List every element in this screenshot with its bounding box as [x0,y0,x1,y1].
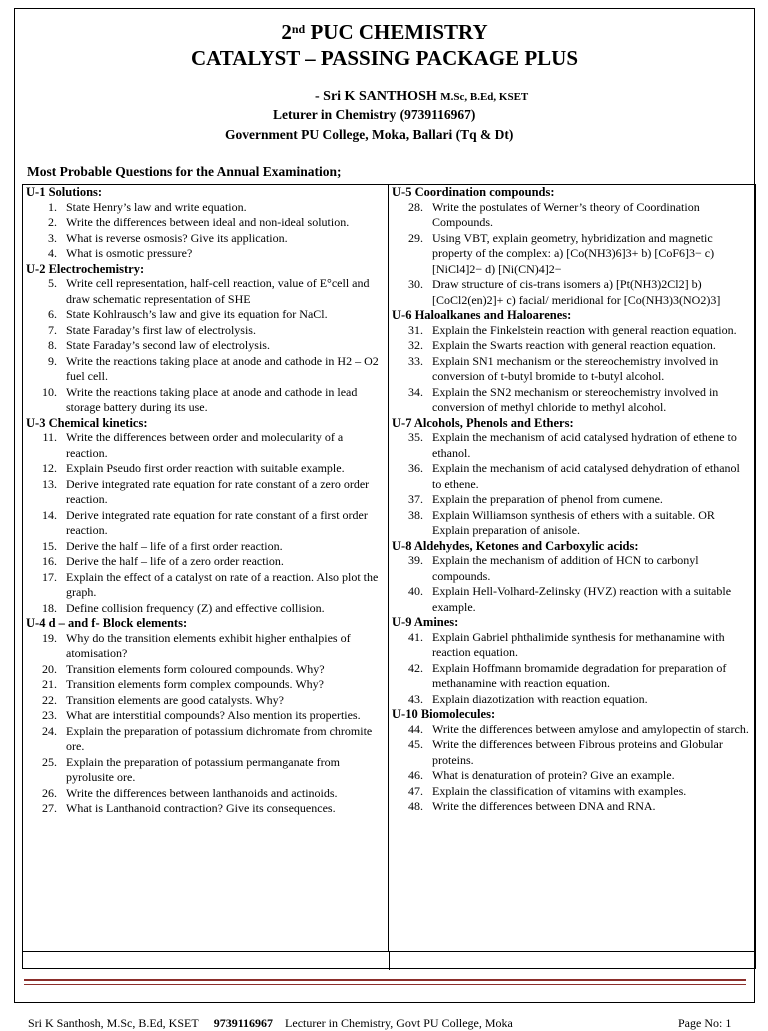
question-text: What is denaturation of protein? Give an example. [432,768,675,782]
question-number: 16. [42,554,57,568]
question-text: Write the differences between ideal and non-ideal solution. [66,215,350,229]
footer-author: Sri K Santhosh, M.Sc, B.Ed, KSET [28,1016,199,1030]
question-number: 32. [408,338,423,352]
question-text: Why do the transition elements exhibit higher enthalpies of atomisation? [66,630,351,660]
question-item [389,200,755,231]
question-number: 4. [48,246,57,260]
question-number: 7. [48,322,57,337]
footer-rule [24,979,746,981]
question-text: Explain the effect of a catalyst on rate of a reaction. Also plot the graph. [66,569,379,599]
question-text: Draw structure of cis-trans isomers a) [Pt(NH3)2Cl2] b)[CoCl2(en)2]+ c) facial/ meridional for [Co(NH3)3(NO2)3] [432,277,721,307]
question-item [23,246,388,262]
page-title: 2nd PUC CHEMISTRY [281,20,488,44]
question-number: 21. [42,677,57,691]
section-heading: Most Probable Questions for the Annual Examination; [27,164,342,179]
question-text: Write the differences between amylose and amylopectin of starch. [432,721,749,736]
question-number: 18. [42,600,57,615]
question-number: 12. [42,461,57,475]
question-item [389,430,755,461]
question-number: 22. [42,692,57,707]
question-text: Explain the mechanism of acid catalysed hydration of ethene to ethanol. [432,430,737,460]
unit-heading: U-8 Aldehydes, Ketones and Carboxylic acids: [392,538,639,553]
question-item [389,277,755,308]
question-list [389,200,755,309]
question-item [23,693,388,709]
question-item [23,601,388,617]
question-number: 44. [408,721,423,736]
college-name: Government PU College, Moka, Ballari (Tq & Dt) [225,127,514,142]
question-number: 38. [408,507,423,522]
question-item [389,784,755,800]
question-item [389,553,755,584]
question-list [23,631,388,817]
question-text: State Faraday’s second law of electrolysis. [66,338,270,352]
question-text: What are interstitial compounds? Also mention its properties. [66,708,361,722]
question-text: Explain the preparation of potassium permanganate from pyrolusite ore. [66,754,340,784]
question-number: 45. [408,737,423,751]
question-number: 34. [408,384,423,399]
question-number: 20. [42,661,57,676]
question-number: 39. [408,553,423,567]
author-line: - Sri K SANTHOSH M.Sc, B.Ed, KSET [315,89,529,104]
question-number: 43. [408,691,423,706]
footer-role: Lecturer in Chemistry, Govt PU College, Moka [285,1016,513,1030]
question-number: 8. [48,338,57,352]
question-text: Write the reactions taking place at anode and cathode in lead storage battery during its use. [66,384,358,414]
question-number: 36. [408,461,423,475]
unit-heading: U-5 Coordination compounds: [392,185,555,199]
footer-phone: 9739116967 [213,1016,274,1030]
question-number: 17. [42,569,57,584]
unit-heading: U-7 Alcohols, Phenols and Ethers: [392,415,574,430]
question-text: Using VBT, explain geometry, hybridization and magnetic property of the complex: a) [Co(NH3)6]3+ b) [CoF6]3− c) [NiCl4]2− d) [Ni(CN)4]2− [432,230,715,276]
question-item [389,661,755,692]
question-item [23,554,388,570]
question-list [389,722,755,815]
question-number: 6. [48,307,57,321]
author-role: Leturer in Chemistry (9739116967) [273,107,476,122]
question-text: Explain the mechanism of addition of HCN to carbonyl compounds. [432,553,699,583]
question-item [389,492,755,508]
question-text: Explain the Swarts reaction with general reaction equation. [432,338,716,352]
question-list [23,276,388,416]
question-number: 30. [408,277,423,291]
question-text: Write cell representation, half-cell reaction, value of E°cell and draw schematic representation of SHE [66,276,370,306]
questions-table [22,184,756,969]
unit-heading: U-9 Amines: [392,615,459,629]
question-item [23,215,388,231]
question-list [389,553,755,615]
footer-rule-thin [24,984,746,985]
question-item [23,786,388,802]
question-number: 13. [42,476,57,491]
question-text: Write the differences between DNA and RNA. [432,799,656,813]
question-number: 11. [42,430,57,444]
question-text: What is reverse osmosis? Give its application. [66,230,288,245]
question-text: Explain Hell-Volhard-Zelinsky (HVZ) reaction with a suitable example. [432,584,732,614]
question-number: 10. [42,384,57,399]
question-item [389,722,755,738]
question-item [23,662,388,678]
question-list [23,200,388,262]
question-number: 28. [408,199,423,214]
question-number: 24. [42,723,57,738]
question-number: 42. [408,660,423,675]
unit-heading: U-10 Biomolecules: [392,707,496,721]
question-text: What is osmotic pressure? [66,246,193,260]
question-item [23,200,388,216]
question-number: 47. [408,783,423,798]
question-item [23,307,388,323]
question-text: Explain Gabriel phthalimide synthesis for methanamine with reaction equation. [432,629,725,659]
question-number: 9. [48,353,57,368]
question-item [389,508,755,539]
question-number: 31. [408,322,423,337]
question-item [23,755,388,786]
unit-heading: U-2 Electrochemistry: [26,261,145,276]
right-column [389,185,755,815]
question-text: Explain the preparation of potassium dichromate from chromite ore. [66,723,373,753]
unit-heading: U-1 Solutions: [26,185,103,199]
question-number: 29. [408,230,423,245]
question-text: Transition elements form complex compounds. Why? [66,677,324,691]
question-text: Transition elements form coloured compounds. Why? [66,661,325,676]
question-text: Write the differences between Fibrous proteins and Globular proteins. [432,737,723,767]
question-text: Explain Williamson synthesis of ethers with a suitable. OR Explain preparation of anisole. [432,507,715,537]
question-item [389,630,755,661]
question-text: Write the differences between lanthanoids and actinoids. [66,785,338,800]
question-item [389,385,755,416]
question-item [389,231,755,278]
question-item [23,323,388,339]
question-item [23,708,388,724]
question-item [23,354,388,385]
question-item [389,768,755,784]
question-number: 48. [408,799,423,813]
question-text: Explain SN1 mechanism or the stereochemistry involved in conversion of t-butyl bromide to t-butyl alcohol. [432,353,719,383]
page-number: Page No: 1 [678,1016,732,1030]
question-text: Explain Pseudo first order reaction with suitable example. [66,461,345,475]
question-item [389,338,755,354]
question-number: 2. [48,215,57,229]
question-item [23,539,388,555]
question-number: 33. [408,353,423,368]
empty-table-row [23,951,755,970]
question-item [23,276,388,307]
question-text: State Kohlrausch’s law and give its equation for NaCl. [66,307,328,321]
question-list [389,323,755,416]
question-list [23,430,388,616]
question-item [389,799,755,815]
question-number: 14. [42,507,57,522]
question-item [23,231,388,247]
question-text: Write the differences between order and molecularity of a reaction. [66,430,344,460]
question-text: Explain the SN2 mechanism or stereochemistry involved in conversion of methyl chloride to methyl alcohol. [432,384,719,414]
question-item [389,584,755,615]
question-text: Define collision frequency (Z) and effective collision. [66,600,325,615]
unit-heading: U-3 Chemical kinetics: [26,415,148,430]
question-text: Write the reactions taking place at anode and cathode in H2 – O2 fuel cell. [66,353,379,383]
question-item [23,508,388,539]
question-text: Explain the Finkelstein reaction with general reaction equation. [432,322,737,337]
question-text: Derive the half – life of a first order reaction. [66,538,283,553]
question-item [389,323,755,339]
question-text: State Henry’s law and write equation. [66,199,247,214]
question-item [23,801,388,817]
question-text: Explain Hoffmann bromamide degradation for preparation of methanamine with reaction equation. [432,660,727,690]
unit-heading: U-6 Haloalkanes and Haloarenes: [392,308,572,322]
question-number: 23. [42,708,57,722]
question-number: 1. [48,199,57,214]
question-number: 41. [408,629,423,644]
page-subtitle: CATALYST – PASSING PACKAGE PLUS [190,46,579,70]
question-item [389,354,755,385]
question-text: What is Lanthanoid contraction? Give its consequences. [66,801,336,815]
question-text: Write the postulates of Werner’s theory of Coordination Compounds. [432,199,700,229]
question-text: Explain the classification of vitamins with examples. [432,783,687,798]
question-item [23,677,388,693]
page-border [14,8,755,1003]
question-number: 37. [408,492,423,506]
question-text: Derive integrated rate equation for rate constant of a zero order reaction. [66,476,370,506]
question-list [389,430,755,539]
question-number: 26. [42,785,57,800]
question-item [389,461,755,492]
question-number: 15. [42,538,57,553]
question-text: Transition elements are good catalysts. Why? [66,692,284,707]
question-number: 46. [408,768,423,782]
question-number: 25. [42,754,57,769]
question-text: State Faraday’s first law of electrolysis. [66,322,256,337]
question-item [23,631,388,662]
left-column [23,185,389,951]
question-item [23,430,388,461]
question-text: Derive the half – life of a zero order reaction. [66,554,284,568]
question-text: Explain the mechanism of acid catalysed dehydration of ethanol to ethene. [432,461,740,491]
question-item [23,461,388,477]
question-list [389,630,755,708]
question-text: Explain diazotization with reaction equation. [432,691,648,706]
question-item [389,692,755,708]
question-number: 40. [408,584,423,598]
question-text: Explain the preparation of phenol from cumene. [432,492,663,506]
question-number: 3. [48,230,57,245]
question-item [23,385,388,416]
question-item [23,724,388,755]
question-item [389,737,755,768]
question-number: 35. [408,430,423,444]
question-item [23,338,388,354]
question-item [23,570,388,601]
question-number: 27. [42,801,57,815]
question-item [23,477,388,508]
question-number: 19. [42,630,57,645]
question-text: Derive integrated rate equation for rate constant of a first order reaction. [66,507,368,537]
unit-heading: U-4 d – and f- Block elements: [26,616,188,630]
question-number: 5. [48,276,57,290]
